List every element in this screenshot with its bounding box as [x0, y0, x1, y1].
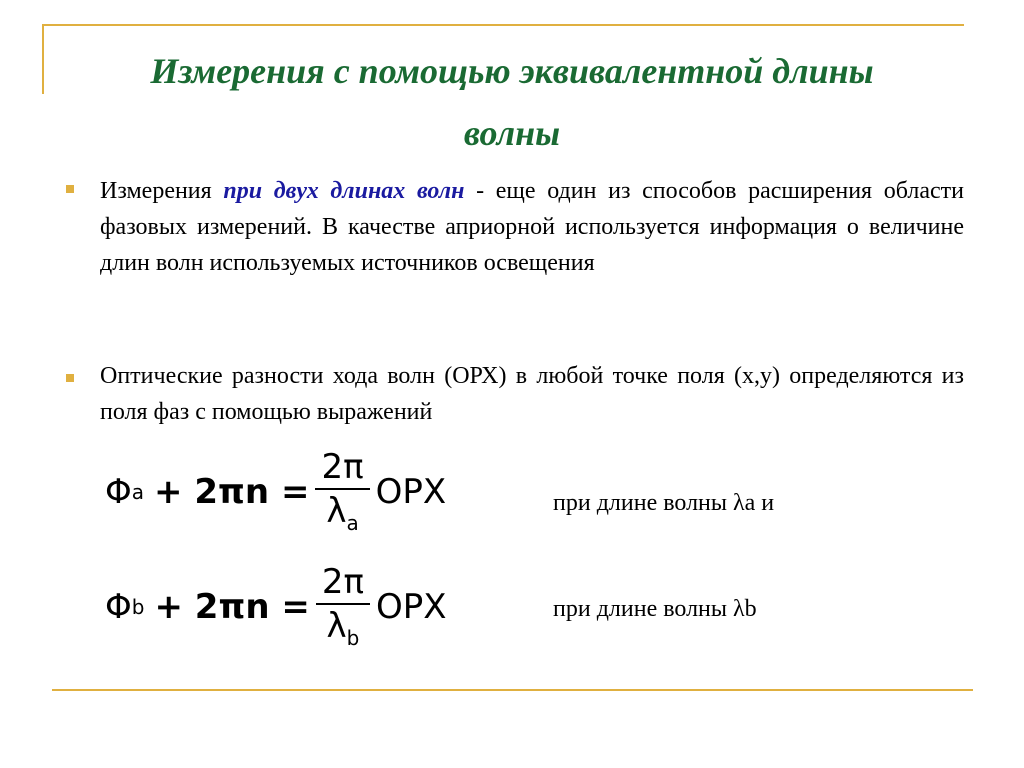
fraction-numerator: 2π: [315, 450, 369, 490]
orx-label: ОРХ: [376, 586, 447, 627]
bullet-paragraph-2: Оптические разности хода волн (ОРХ) в любой точке поля (x,y) определяются из поля фаз с помощью выражений: [100, 363, 964, 425]
formula-term: + 2πn =: [154, 471, 310, 512]
title-line-1: Измерения с помощью эквивалентной длины: [150, 51, 874, 91]
phi-subscript: b: [131, 594, 145, 619]
fraction-denominator: [326, 490, 358, 533]
fraction: [316, 562, 370, 650]
fraction: [315, 447, 369, 535]
top-rule: [42, 24, 964, 26]
fraction-denominator: [327, 605, 360, 648]
left-rule: [42, 24, 44, 94]
lambda-subscript: a: [346, 511, 359, 535]
note-wavelength-b: при длине волны λb: [553, 596, 757, 622]
formula-term: + 2πn =: [154, 586, 310, 627]
lambda-symbol: λ: [326, 606, 347, 646]
bullet1-pre: Измерения: [100, 178, 224, 204]
bottom-rule: [52, 689, 973, 691]
bullet1-highlight: при двух длинах волн: [223, 178, 465, 204]
formula-b: [105, 562, 447, 650]
bullet1-post: - еще один из способов расширения области фазовых измерений. В качестве априорной используется информация о величине длин волн используемых источников освещения: [100, 178, 964, 276]
lambda-symbol: λ: [326, 491, 347, 531]
formula-a: [105, 447, 447, 535]
slide-title: [60, 40, 964, 164]
phi-symbol: Φ: [105, 586, 132, 627]
bullet-marker: [66, 185, 74, 193]
phi-subscript: a: [131, 479, 145, 504]
bullet-paragraph-1: [100, 173, 964, 281]
orx-label: ОРХ: [375, 471, 447, 512]
phi-symbol: Φ: [105, 471, 132, 512]
fraction-numerator: 2π: [316, 565, 370, 605]
lambda-subscript: b: [346, 626, 360, 650]
note-wavelength-a: при длине волны λa и: [553, 490, 775, 516]
bullet-marker: [66, 374, 74, 382]
title-line-2: волны: [463, 113, 561, 153]
